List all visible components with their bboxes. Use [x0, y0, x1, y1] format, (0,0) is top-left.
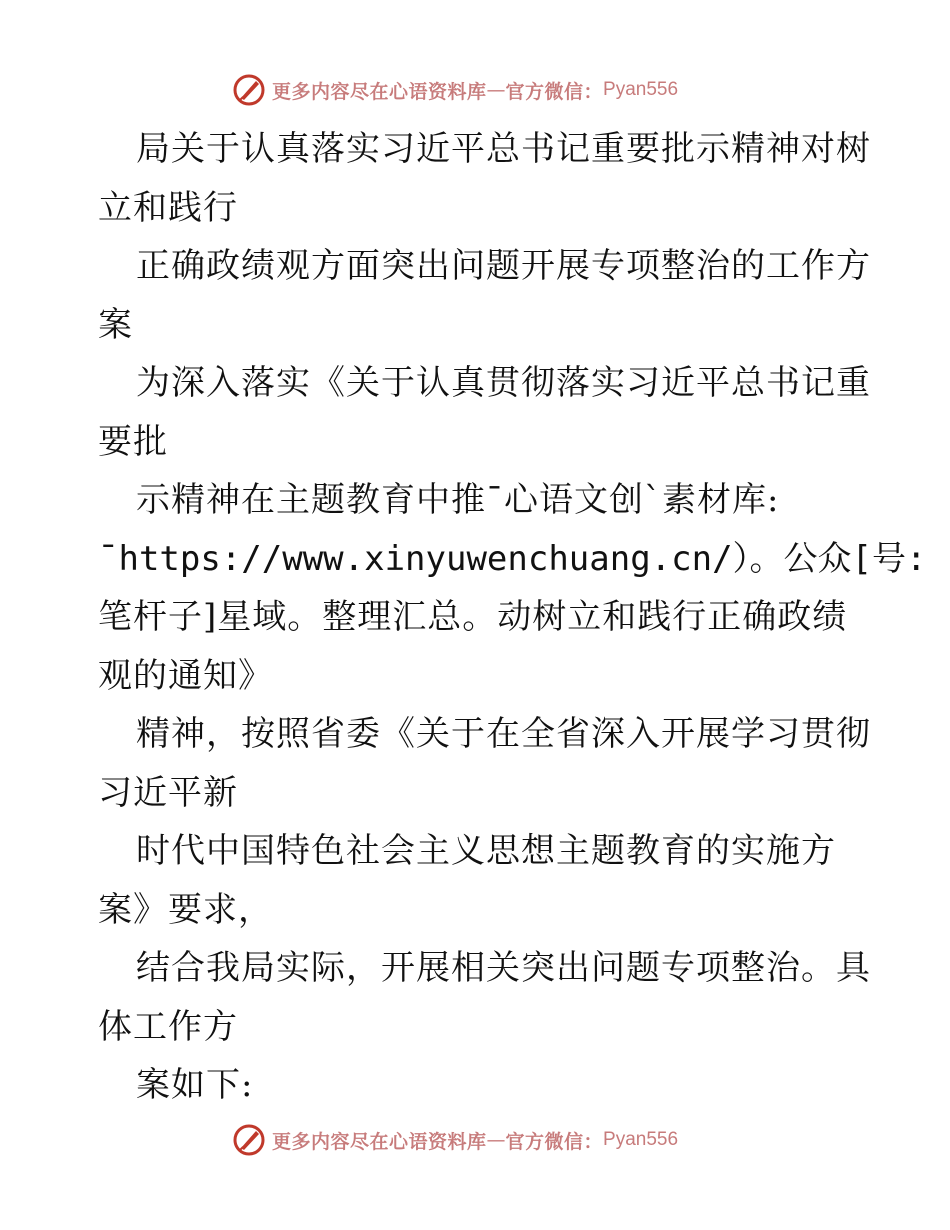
- watermark-separator: —: [486, 79, 506, 101]
- text-line: 笔杆子]星域。整理汇总。动树立和践行正确政绩: [98, 597, 848, 637]
- text-line: 示精神在主题教育中推¯心语文创`素材库:: [136, 480, 780, 520]
- header-watermark: [232, 72, 678, 108]
- watermark-text: 更多内容尽在心语资料库: [272, 1130, 487, 1153]
- watermark-wechat-id: Pyan556: [603, 79, 679, 100]
- text-line: 时代中国特色社会主义思想主题教育的实施方: [136, 831, 836, 871]
- quill-logo-icon: [232, 1123, 266, 1157]
- text-line: 正确政绩观方面突出问题开展专项整治的工作方: [136, 246, 871, 286]
- text-line: 案》要求，: [98, 889, 273, 930]
- watermark-suffix: 官方微信：: [505, 1130, 604, 1153]
- quill-logo-icon: [232, 73, 266, 107]
- text-line: 要批: [98, 421, 168, 462]
- footer-watermark: [232, 1122, 678, 1158]
- text-line: 体工作方: [98, 1006, 238, 1047]
- watermark-text: 更多内容尽在心语资料库: [272, 80, 487, 103]
- watermark-suffix: 官方微信：: [505, 80, 604, 103]
- text-line: 案如下:: [136, 1065, 254, 1105]
- text-line: 案: [98, 304, 133, 345]
- watermark-separator: —: [486, 1129, 506, 1151]
- watermark-wechat-id: Pyan556: [603, 1129, 679, 1150]
- text-line: 精神，按照省委《关于在全省深入开展学习贯彻: [136, 714, 871, 754]
- text-line: 为深入落实《关于认真贯彻落实习近平总书记重: [136, 363, 871, 403]
- text-line: 观的通知》: [98, 655, 273, 696]
- document-body: [98, 120, 927, 1115]
- text-line: 习近平新: [98, 772, 238, 813]
- text-line: 立和践行: [98, 187, 238, 228]
- text-line: 局关于认真落实习近平总书记重要批示精神对树: [136, 129, 871, 169]
- text-line: 结合我局实际，开展相关突出问题专项整治。具: [136, 948, 871, 988]
- url-line: ¯https://www.xinyuwenchuang.cn/）。公众[号:: [98, 538, 927, 579]
